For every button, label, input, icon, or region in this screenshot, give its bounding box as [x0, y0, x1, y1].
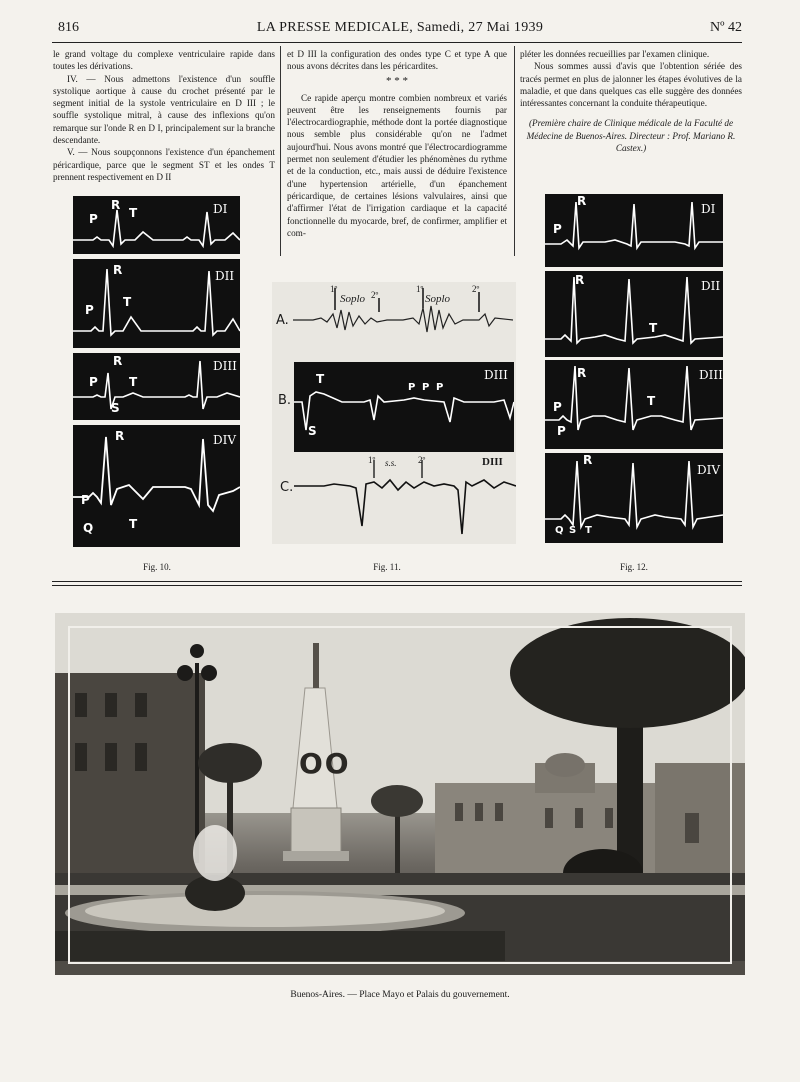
- fig10-p1-label-0: P: [89, 212, 98, 226]
- col1-paragraph-0: le grand voltage du complexe ventriculaire rapide dans toutes les dérivations.: [53, 49, 275, 72]
- fig12-panel-di: [545, 194, 723, 267]
- fig12-p1-label-0: P: [553, 222, 562, 236]
- fig12-p4-label-2: S: [569, 525, 577, 536]
- fig11-a-mark-5: 2º: [472, 284, 480, 294]
- fig11-caption: Fig. 11.: [373, 562, 401, 572]
- fig11-b-mark-4: S: [308, 424, 317, 438]
- fig12-p2-label-1: T: [649, 321, 658, 335]
- fig10-p4-lead: DIV: [213, 433, 237, 447]
- section-rule-top: [52, 581, 742, 582]
- fig11-b-mark-2: P: [422, 382, 430, 393]
- fig12-p3-label-2: P: [557, 424, 566, 438]
- fig10-p1-label-1: R: [111, 198, 121, 212]
- fig10-panel-dii: [73, 259, 240, 348]
- fig11-a-mark-2: 2º: [371, 290, 379, 300]
- fig10-p1-lead: DI: [213, 202, 228, 216]
- fig10-p1-label-2: T: [129, 206, 138, 220]
- fig12-p4-label-1: Q: [555, 525, 564, 536]
- fig11-a-mark-1: Soplo: [340, 293, 366, 305]
- fig11-row-b-trace: [294, 362, 514, 452]
- text-column-1: [53, 48, 275, 183]
- fig12-panel-diii: [545, 360, 723, 449]
- ecg-trace-icon: [545, 194, 723, 267]
- ecg-trace-icon: [294, 456, 516, 542]
- fig12-p3-label-1: R: [577, 366, 587, 380]
- fig11-c-mark-2: 2º: [418, 455, 426, 465]
- fig10-p4-label-2: R: [115, 429, 125, 443]
- ecg-trace-icon: [294, 362, 514, 452]
- ecg-trace-icon: [545, 360, 723, 449]
- fig11-c-lead: DIII: [482, 456, 503, 468]
- journal-title: LA PRESSE MEDICALE, Samedi, 27 Mai 1939: [256, 20, 544, 35]
- fig12-panel-dii: [545, 271, 723, 357]
- fig11-b-mark-0: T: [316, 372, 325, 386]
- fig12-p1-lead: DI: [701, 202, 716, 216]
- fig11-c-mark-0: 1º: [368, 455, 376, 465]
- fig11-row-a-letter: A.: [276, 313, 289, 328]
- header-rule: [52, 42, 742, 43]
- column-separator-2: [514, 46, 515, 256]
- fig12-p3-label-3: T: [647, 394, 656, 408]
- fig10-p3-label-0: P: [89, 375, 98, 389]
- fig12-p4-label-0: R: [583, 453, 593, 467]
- fig12-p3-lead: DIII: [699, 368, 723, 382]
- fig12-p4-lead: DIV: [697, 463, 721, 477]
- fig10-p3-label-1: R: [113, 354, 123, 368]
- fig11-a-mark-4: Soplo: [425, 293, 451, 305]
- fig10-panel-div: [73, 425, 240, 547]
- col3-paragraph-1: Nous sommes aussi d'avis que l'obtention sériée des tracés permet en plus de jalonner les étapes évolutives de la maladie, et que dans quelques cas elle suggère des données intéressantes concernant la conduite thérapeutique.: [520, 61, 742, 109]
- fig10-p4-label-0: P: [81, 493, 90, 507]
- fig12-panel-div: [545, 453, 723, 543]
- monument-inscription: OO: [299, 747, 351, 780]
- fig10-p4-label-3: T: [129, 517, 138, 531]
- phonocardiogram-trace-icon: [293, 284, 513, 344]
- text-column-2: [287, 48, 507, 239]
- fig12-p1-label-1: R: [577, 194, 587, 208]
- fig10-p4-label-1: Q: [83, 521, 94, 535]
- fig11-b-mark-3: P: [436, 382, 444, 393]
- col3-paragraph-0: pléter les données recueillies par l'examen clinique.: [520, 49, 710, 59]
- fig10-panel-di: [73, 196, 240, 254]
- page-number: 816: [58, 20, 79, 35]
- photo-scene: [55, 613, 745, 975]
- col2-paragraph-0: et D III la configuration des ondes type C et type A que nous avons décrites dans les péricardites.: [287, 49, 507, 72]
- issue-number: Nº 42: [710, 20, 742, 35]
- fig10-p3-label-2: S: [111, 401, 120, 415]
- section-stars: * * *: [386, 74, 408, 87]
- column-separator-1: [280, 46, 281, 256]
- col1-paragraph-2: V. — Nous soupçonnons l'existence d'un épanchement péricardique, parce que le segment ST et les ondes T prennent respectivement en D II: [53, 147, 275, 182]
- page-header: [58, 20, 742, 42]
- section-rule-bottom: [52, 585, 742, 586]
- photo-plaza-de-mayo: [55, 613, 745, 975]
- fig12-caption: Fig. 12.: [620, 562, 648, 572]
- fig11-a-mark-3: 1º: [416, 284, 424, 294]
- fig11-b-lead: DIII: [484, 368, 508, 382]
- affiliation: (Première chaire de Clinique médicale de la Faculté de Médecine de Buenos-Aires. Directeur : Prof. Mariano R. Castex.): [526, 118, 736, 154]
- fig12-p4-label-3: T: [585, 525, 592, 536]
- fig10-panel-diii: [73, 353, 240, 420]
- fig11-a-mark-0: 1º: [330, 284, 338, 294]
- fig10-p3-lead: DIII: [213, 359, 237, 373]
- fig10-caption: Fig. 10.: [143, 562, 171, 572]
- fig11-b-mark-1: P: [408, 382, 416, 393]
- col1-paragraph-1: IV. — Nous admettons l'existence d'un souffle systolique aortique à cause du crochet présenté par le segment initial de la systole ventriculaire en D III ; le souffle systolique mitral, à cause des inflexions qu'on remarque sur l'onde R en D I, principalement sur la branche descendante.: [53, 73, 275, 146]
- fig10-p2-label-1: R: [113, 263, 123, 277]
- photo-caption: Buenos-Aires. — Place Mayo et Palais du gouvernement.: [290, 990, 510, 1000]
- fig11-row-b-letter: B.: [278, 393, 292, 408]
- fig11-c-mark-1: s.s.: [385, 458, 397, 468]
- fig10-p2-label-0: P: [85, 303, 94, 317]
- fig12-p2-lead: DII: [701, 279, 721, 293]
- fig12-p3-label-0: P: [553, 400, 562, 414]
- fig12-p2-label-0: R: [575, 273, 585, 287]
- fig10-p2-lead: DII: [215, 269, 235, 283]
- fig10-p2-label-2: T: [123, 295, 132, 309]
- ecg-trace-icon: [545, 271, 723, 357]
- col2-paragraph-1: Ce rapide aperçu montre combien nombreux et variés peuvent être les renseignements fournis par l'électrocardiographie, méthode dont la portée diagnostique nous semble plus considérable qu'on ne l'admet aujourd'hui. Nous avons montré que l'électrocardiogramme permet non seulement d'étudier les phénomènes du rythme et de la conduction, etc., mais aussi de déduire l'existence d'une hypertension artérielle, d'un épanchement péricardique, de certaines lésions valvulaires, ainsi que d'affirmer l'état de l'irrigation cardiaque et la capacité fonctionnelle du myocarde, bref, de confirmer, amplifier et com-: [287, 92, 507, 238]
- fig11-row-c-letter: C.: [280, 480, 294, 495]
- text-column-3: [520, 48, 742, 154]
- fig10-p3-label-3: T: [129, 375, 138, 389]
